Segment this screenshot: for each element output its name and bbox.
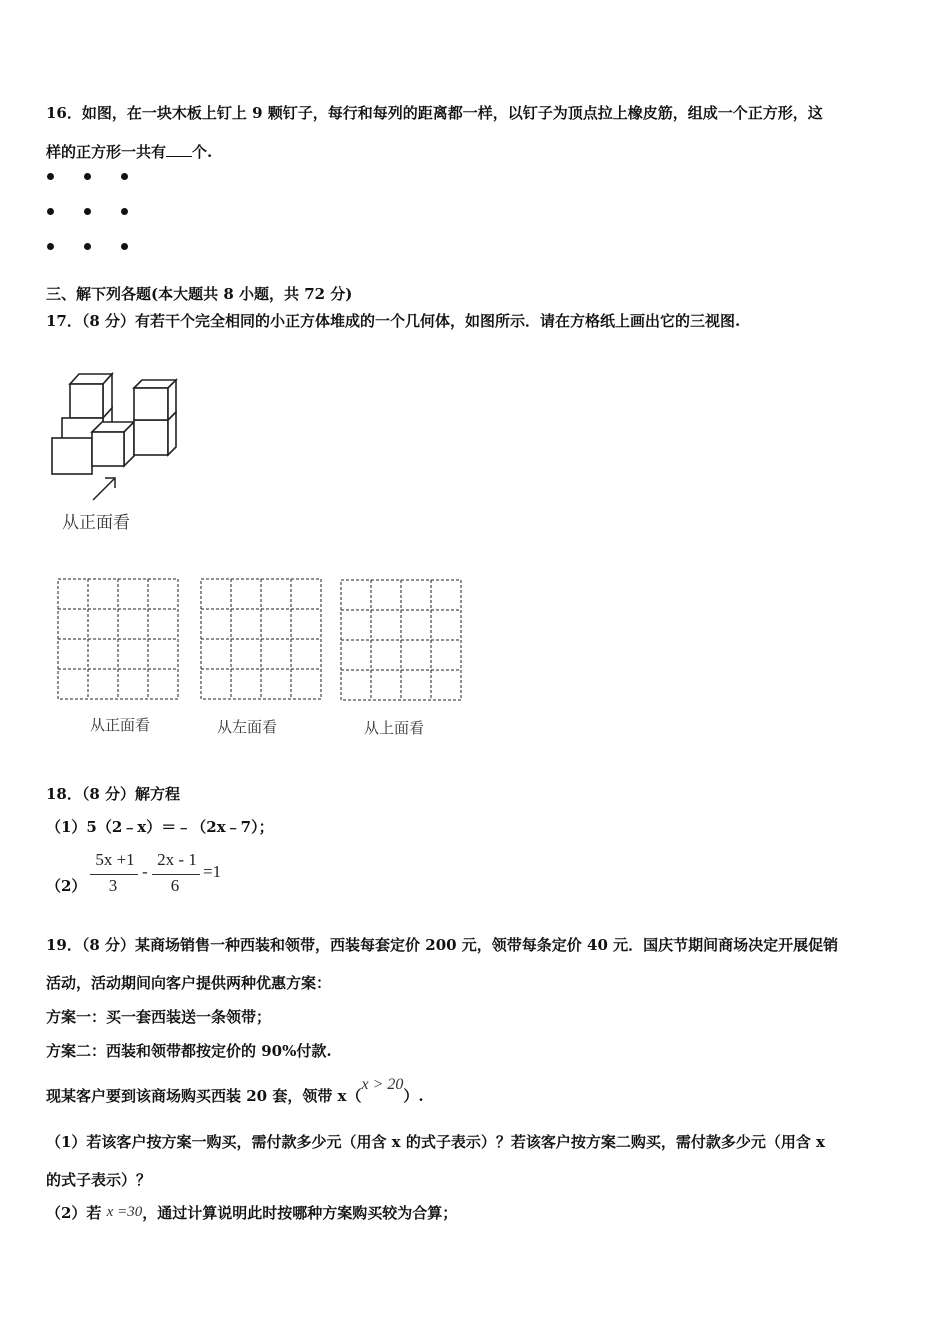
grid-left <box>199 577 323 701</box>
nail-dot <box>84 208 91 215</box>
q18-part-2-label: （2） <box>46 877 87 895</box>
grid-top <box>339 578 463 702</box>
fraction-1-numerator: 5x +1 <box>95 850 135 869</box>
fraction-1 <box>90 850 140 896</box>
nail-dot <box>121 243 128 250</box>
q18-title: 18．（8 分）解方程 <box>46 785 181 803</box>
q19-sub-2-condition: x =30 <box>106 1204 143 1220</box>
minus-sign: - <box>142 862 148 881</box>
q19-sub-2 <box>46 1202 457 1223</box>
nail-dot <box>84 173 91 180</box>
nail-dot <box>47 173 54 180</box>
fraction-1-denominator: 3 <box>108 876 118 895</box>
grid-label-left: 从左面看 <box>217 718 278 736</box>
q19-line-5-end: ）. <box>403 1087 424 1105</box>
q19-line-1: 19．（8 分）某商场销售一种西装和领带，西装每套定价 200 元，领带每条定价 40 元．国庆节期间商场决定开展促销 <box>46 936 839 954</box>
q18-part-1: （1）5（2﹣x）＝﹣（2x﹣7）； <box>46 818 274 836</box>
grid-label-front: 从正面看 <box>90 716 151 734</box>
equation-rhs: =1 <box>203 862 222 881</box>
nail-dot <box>47 243 54 250</box>
q19-line-2: 活动，活动期间向客户提供两种优惠方案： <box>46 974 332 992</box>
q16-line-2-text: 样的正方形一共有 <box>46 143 167 161</box>
q17-text: 17．（8 分）有若干个完全相同的小正方体堆成的一个几何体，如图所示．请在方格纸上画出它的三视图. <box>46 312 741 330</box>
q19-sub-1-line-1: （1）若该客户按方案一购买，需付款多少元（用含 x 的式子表示）？若该客户按方案二购买，需付款多少元（用含 x <box>46 1133 825 1151</box>
figure-caption: 从正面看 <box>62 513 130 533</box>
q19-plan-2: 方案二：西装和领带都按定价的 90%付款. <box>46 1042 332 1060</box>
q19-sub-2-text: （2）若 <box>46 1204 107 1222</box>
q19-plan-1: 方案一：买一套西装送一条领带； <box>46 1008 272 1026</box>
grid-front <box>56 577 180 701</box>
q19-sub-1-line-2: 的式子表示）？ <box>46 1171 152 1189</box>
fraction-2-numerator: 2x - 1 <box>157 850 197 869</box>
nail-dot <box>121 208 128 215</box>
fraction-2-denominator: 6 <box>170 876 180 895</box>
nail-dot <box>84 243 91 250</box>
q19-condition: x > 20 <box>361 1076 404 1093</box>
q16-line-1: 16．如图，在一块木板上钉上 9 颗钉子，每行和每列的距离都一样，以钉子为顶点拉上橡皮筋，组成一个正方形，这 <box>46 104 823 122</box>
q19-line-5-text: 现某客户要到该商场购买西装 20 套，领带 x（ <box>46 1087 362 1105</box>
nail-dot <box>47 208 54 215</box>
fraction-2-bar <box>152 874 200 875</box>
q19-line-5 <box>46 1076 424 1106</box>
fraction-2 <box>152 850 202 896</box>
q19-sub-2-end: ，通过计算说明此时按哪种方案购买较为合算； <box>142 1204 458 1222</box>
section-3-title: 三、解下列各题(本大题共 8 小题，共 72 分) <box>46 285 353 303</box>
grid-label-top: 从上面看 <box>364 719 425 737</box>
q16-line-2-end: 个. <box>192 143 213 161</box>
q16-line-2 <box>46 141 212 162</box>
answer-blank <box>166 142 192 157</box>
nail-dot <box>121 173 128 180</box>
fraction-1-bar <box>90 874 138 875</box>
